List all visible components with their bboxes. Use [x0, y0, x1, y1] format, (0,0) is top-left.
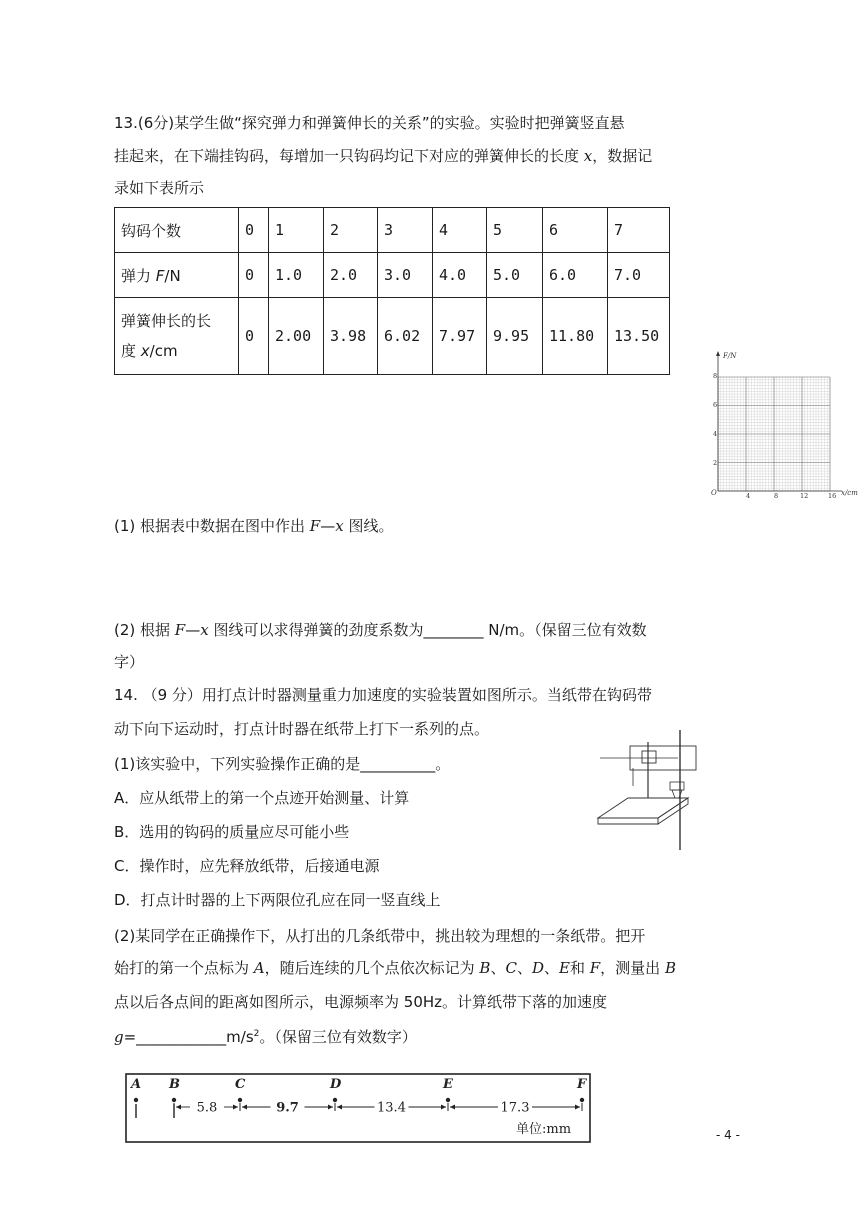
force-cell: 5.0: [487, 253, 543, 298]
row-label-force: [115, 253, 239, 298]
x-axis-label: x/cm: [841, 489, 858, 497]
part1-var: F: [309, 517, 321, 535]
point-b-ref: B: [479, 959, 491, 977]
force-cell: 4.0: [433, 253, 487, 298]
arrow-head: [337, 1105, 342, 1110]
spring-data-table: [114, 207, 670, 375]
arrow-head: [450, 1105, 455, 1110]
and: 和: [569, 959, 590, 977]
part1-a: (1) 根据表中数据在图中作出: [114, 517, 310, 535]
point-b-ref: B: [664, 959, 676, 977]
length-cell: 9.95: [487, 298, 543, 375]
point-d-ref: D: [531, 959, 544, 977]
base-plate-side: [658, 798, 688, 824]
count-cell: 3: [378, 208, 433, 253]
force-cell: 7.0: [608, 253, 670, 298]
tape-point-label: A: [131, 1077, 142, 1092]
f-x-graph-paper: [700, 350, 860, 500]
tape-dot: [446, 1098, 450, 1102]
y-tick-label: 4: [713, 430, 718, 438]
part1-var2: x: [335, 517, 344, 535]
option-b: B．选用的钩码的质量应尽可能小些: [114, 823, 350, 841]
q14-part1: (1)该实验中，下列实验操作正确的是__________。: [114, 755, 451, 773]
length-cell: 0: [239, 298, 269, 375]
part1-b: —: [320, 517, 336, 535]
q13-part2: [114, 620, 647, 640]
timer-coil: [642, 751, 656, 763]
length-label-a: 弹簧伸长的长: [121, 312, 212, 330]
part2-c: 图线可以求得弹簧的劲度系数为________ N/m。（保留三位有效数: [208, 621, 647, 639]
sep: 、: [490, 959, 506, 977]
unit-label: 单位:mm: [516, 1122, 572, 1137]
q14-part2-line2: [114, 958, 676, 978]
tape-dot: [172, 1098, 176, 1102]
force-cell: 1.0: [269, 253, 324, 298]
sep: 、: [516, 959, 532, 977]
part2-a: (2) 根据: [114, 621, 175, 639]
base-plate-edge: [598, 818, 658, 824]
point-f-ref: F: [589, 959, 601, 977]
x-tick-label: 4: [746, 492, 751, 500]
g-sup: 2: [253, 1029, 260, 1039]
count-cell: 2: [324, 208, 378, 253]
x-tick-label: 8: [774, 492, 779, 500]
tape-dot: [333, 1098, 337, 1102]
length-cell: 11.80: [543, 298, 608, 375]
part1-c: 图线。: [343, 517, 394, 535]
force-label-var: F: [155, 266, 165, 285]
force-label-a: 弹力: [121, 266, 156, 285]
length-label-b2: /cm: [149, 342, 178, 360]
option-c: C．操作时，应先释放纸带，后接通电源: [114, 857, 380, 875]
force-cell: 3.0: [378, 253, 433, 298]
count-cell: 4: [433, 208, 487, 253]
tape-point-label: C: [235, 1077, 246, 1092]
l2-b: ，随后连续的几个点依次标记为: [264, 959, 480, 977]
tape-point-label: E: [443, 1077, 453, 1092]
length-cell: 7.97: [433, 298, 487, 375]
length-label-var: x: [140, 342, 150, 360]
origin-label: O: [711, 489, 717, 497]
g-var: g: [114, 1028, 124, 1046]
point-c-ref: C: [505, 959, 517, 977]
tape-dot: [134, 1098, 138, 1102]
part2-var: F: [174, 621, 186, 639]
x-tick-label: 16: [828, 492, 837, 500]
point-a-ref: A: [253, 959, 265, 977]
length-cell: 13.50: [608, 298, 670, 375]
force-label-b: /N: [164, 266, 181, 285]
span-distance-label: 9.7: [276, 1100, 299, 1116]
force-cell: 0: [239, 253, 269, 298]
tape-dot: [580, 1098, 584, 1102]
g-rest: =____________m/s: [123, 1028, 254, 1046]
y-tick-label: 6: [713, 401, 718, 409]
arrow-head: [575, 1105, 580, 1110]
table-row-counts: [115, 208, 670, 253]
arrow-head: [328, 1105, 333, 1110]
l2-a: 始打的第一个点标为: [114, 959, 254, 977]
force-cell: 6.0: [543, 253, 608, 298]
q14-answer-line: [114, 1024, 417, 1047]
base-plate: [598, 798, 688, 818]
table-row-forces: [115, 253, 670, 298]
count-cell: 6: [543, 208, 608, 253]
tape-marks: [129, 1077, 587, 1118]
tape-point-label: D: [330, 1077, 342, 1092]
table-row-lengths: [115, 298, 670, 375]
length-cell: 6.02: [378, 298, 433, 375]
point-e-ref: E: [559, 959, 570, 977]
q14-part2-line1: (2)某同学在正确操作下，从打出的几条纸带中，挑出较为理想的一条纸带。把开: [114, 927, 646, 945]
q13-line1: 13.(6分)某学生做“探究弹力和弹簧伸长的关系”的实验。实验时把弹簧竖直悬: [114, 114, 625, 132]
length-label-b1: 度: [121, 342, 141, 360]
y-axis-arrow: [716, 351, 720, 356]
hook-weight: [670, 782, 684, 790]
q13-part1: [114, 516, 393, 536]
option-a: A．应从纸带上的第一个点迹开始测量、计算: [114, 789, 410, 807]
y-tick-label: 8: [713, 372, 718, 380]
span-distance-label: 5.8: [196, 1100, 218, 1116]
count-cell: 7: [608, 208, 670, 253]
q13-line2-var: x: [583, 147, 593, 165]
part2-var2: x: [200, 621, 209, 639]
g-tail: 。（保留三位有效数字）: [259, 1028, 417, 1046]
tape-point-label: F: [577, 1077, 587, 1092]
sep: 、: [543, 959, 559, 977]
x-tick-label: 12: [800, 492, 809, 500]
span-distance-label: 17.3: [500, 1100, 530, 1116]
q13-part2-line2: 字）: [114, 653, 145, 671]
q14-line1: 14. （9 分）用打点计时器测量重力加速度的实验装置如图所示。当纸带在钩码带: [114, 686, 652, 704]
tape-dot: [238, 1098, 242, 1102]
part2-b: —: [185, 621, 201, 639]
arrow-head: [242, 1105, 247, 1110]
l2-c: ，测量出: [600, 959, 665, 977]
row-label-counts: 钩码个数: [115, 208, 239, 253]
length-cell: 3.98: [324, 298, 378, 375]
arrow-head: [441, 1105, 446, 1110]
length-cell: 2.00: [269, 298, 324, 375]
timer-apparatus-diagram: [588, 728, 698, 852]
q13-line2: [114, 146, 652, 166]
count-cell: 5: [487, 208, 543, 253]
q13-line2-b: ，数据记: [592, 147, 653, 165]
page-number: - 4 -: [716, 1128, 740, 1142]
q13-line3: 录如下表所示: [114, 179, 205, 197]
count-cell: 0: [239, 208, 269, 253]
force-cell: 2.0: [324, 253, 378, 298]
q14-line2: 动下向下运动时，打点计时器在纸带上打下一系列的点。: [114, 720, 490, 738]
arrow-head: [233, 1105, 238, 1110]
tape-point-label: B: [169, 1077, 180, 1092]
y-axis-label: F/N: [723, 352, 737, 360]
paper-tape-diagram: [118, 1070, 598, 1150]
count-cell: 1: [269, 208, 324, 253]
arrow-head: [176, 1105, 181, 1110]
q13-line2-a: 挂起来，在下端挂钩码，每增加一只钩码均记下对应的弹簧伸长的长度: [114, 147, 584, 165]
span-distance-label: 13.4: [377, 1100, 406, 1116]
y-tick-label: 2: [713, 459, 718, 467]
option-d: D．打点计时器的上下两限位孔应在同一竖直线上: [114, 891, 441, 909]
q14-part2-line3: 点以后各点间的距离如图所示，电源频率为 50Hz。计算纸带下落的加速度: [114, 993, 608, 1011]
row-label-length: [115, 298, 239, 375]
